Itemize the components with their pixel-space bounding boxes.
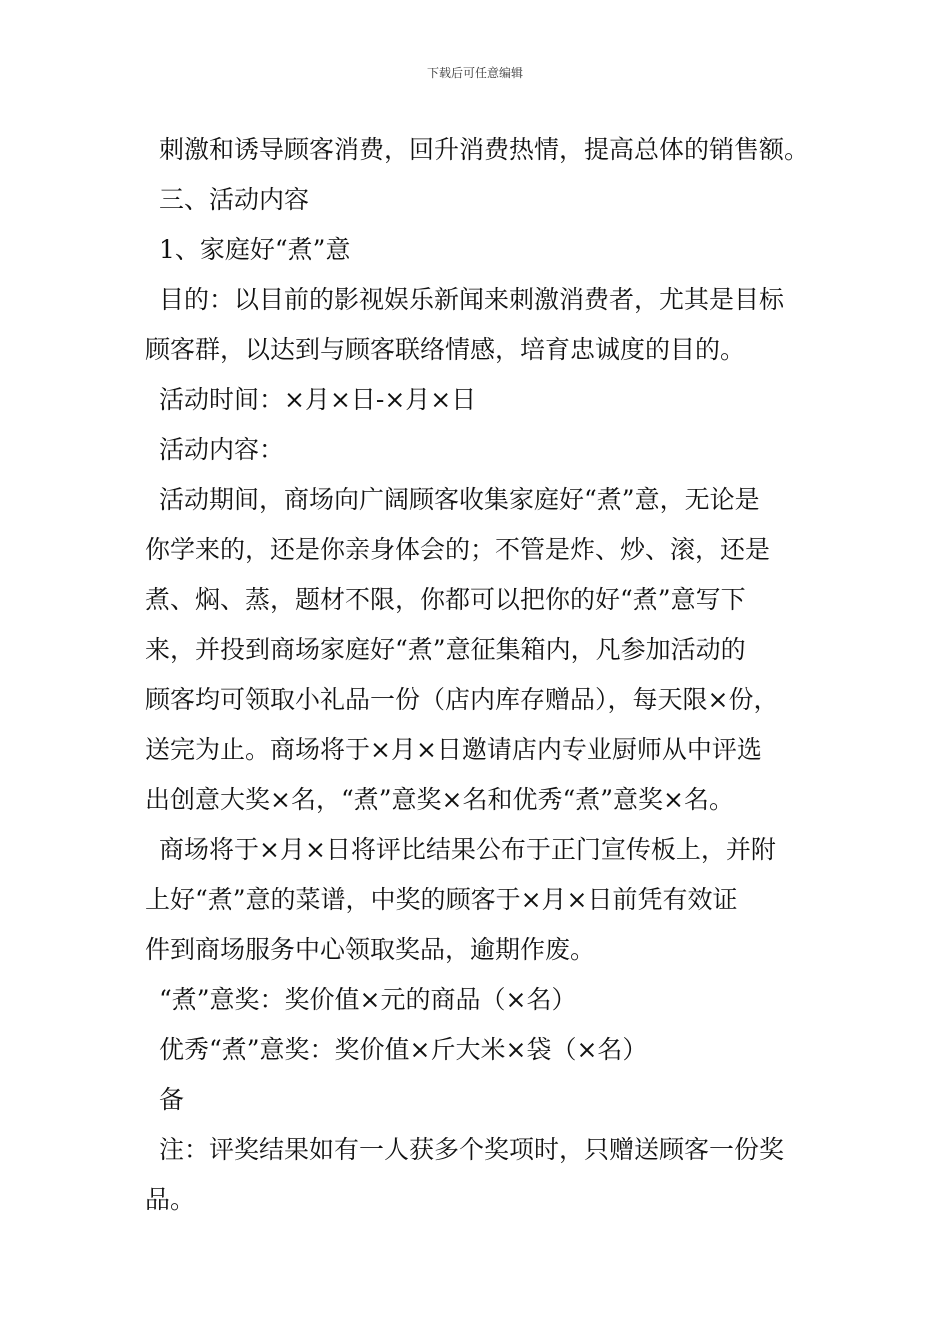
page-header: 下载后可任意编辑 — [426, 66, 523, 80]
body-line: 活动时间：×月×日-×月×日 — [159, 385, 477, 414]
subsection-heading: 1、家庭好“煮”意 — [159, 235, 351, 264]
body-line: 商场将于×月×日将评比结果公布于正门宣传板上，并附 — [159, 835, 776, 864]
section-heading: 三、活动内容 — [159, 185, 310, 214]
body-line: 目的：以目前的影视娱乐新闻来刺激消费者，尤其是目标 — [159, 285, 785, 314]
body-line: “煮”意奖：奖价值×元的商品（×名） — [159, 985, 577, 1014]
body-line: 来，并投到商场家庭好“煮”意征集箱内，凡参加活动的 — [145, 635, 746, 664]
body-line: 备 — [159, 1085, 185, 1114]
body-line: 刺激和诱导顾客消费，回升消费热情，提高总体的销售额。 — [159, 135, 810, 164]
body-line: 煮、焖、蒸，题材不限，你都可以把你的好“煮”意写下 — [145, 585, 746, 614]
body-line: 活动内容： — [159, 435, 285, 464]
body-line: 你学来的，还是你亲身体会的；不管是炸、炒、滚，还是 — [145, 535, 771, 564]
body-line: 优秀“煮”意奖：奖价值×斤大米×袋（×名） — [159, 1035, 648, 1064]
body-line: 活动期间，商场向广阔顾客收集家庭好“煮”意，无论是 — [159, 485, 760, 514]
body-line: 品。 — [145, 1185, 196, 1214]
body-line: 件到商场服务中心领取奖品，逾期作废。 — [145, 935, 596, 964]
document-body — [145, 125, 835, 1225]
body-line: 注：评奖结果如有一人获多个奖项时，只赠送顾客一份奖 — [159, 1135, 785, 1164]
body-line: 顾客均可领取小礼品一份（店内库存赠品），每天限×份， — [145, 685, 779, 714]
body-line: 送完为止。商场将于×月×日邀请店内专业厨师从中评选 — [145, 735, 762, 764]
body-line: 上好“煮”意的菜谱，中奖的顾客于×月×日前凭有效证 — [145, 885, 738, 914]
body-line: 顾客群，以达到与顾客联络情感，培育忠诚度的目的。 — [145, 335, 746, 364]
body-line: 出创意大奖×名，“煮”意奖×名和优秀“煮”意奖×名。 — [145, 785, 734, 814]
